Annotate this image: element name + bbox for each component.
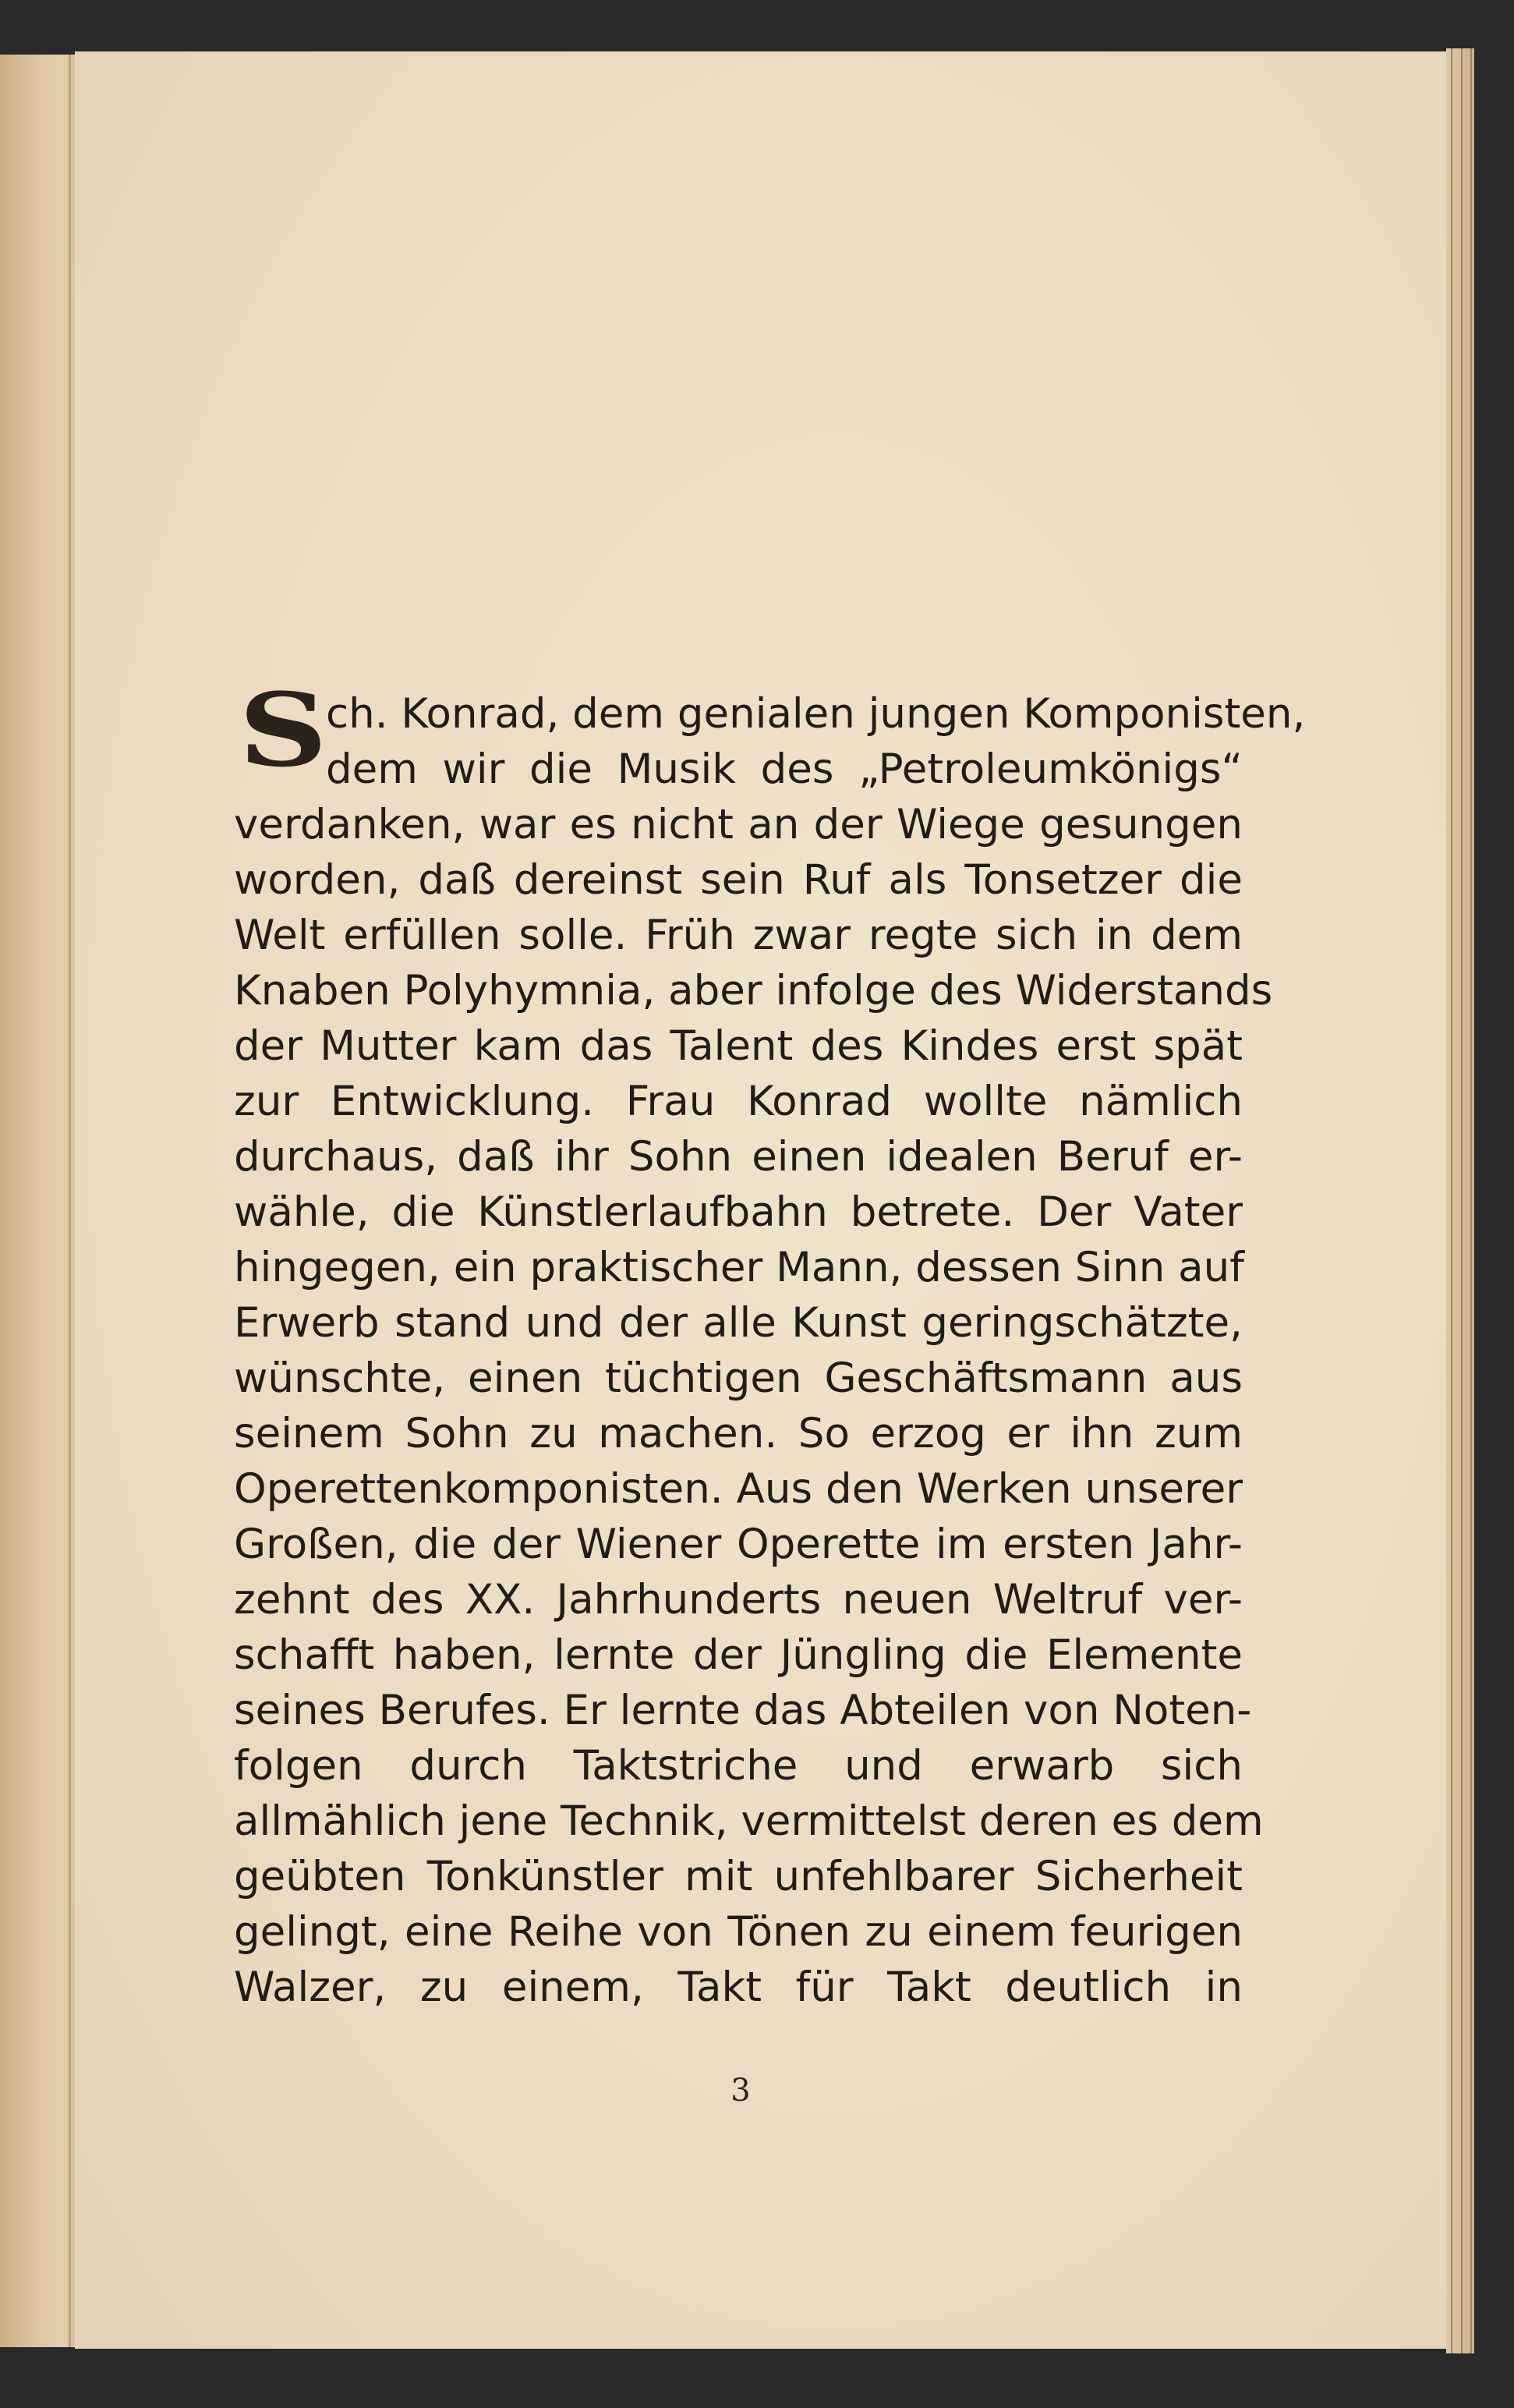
text-line: der Mutter kam das Talent des Kindes erst spät [234,1022,1243,1070]
text-line: worden, daß dereinst sein Ruf als Tonsetzer die [234,856,1243,904]
text-line: Operettenkomponisten. Aus den Werken unserer [234,1465,1243,1513]
text-line: durchaus, daß ihr Sohn einen idealen Beruf er- [234,1133,1243,1181]
text-line: zehnt des XX. Jahrhunderts neuen Weltruf ver- [234,1576,1243,1624]
facing-page-edge [0,55,75,2347]
text-line: Knaben Polyhymnia, aber infolge des Widerstands [234,967,1273,1015]
drop-cap-letter: S [239,671,328,790]
text-line: hingegen, ein praktischer Mann, dessen Sinn auf [234,1244,1244,1291]
page-stack-line [1451,48,1452,2353]
text-line: Walzer, zu einem, Takt für Takt deutlich in [234,1964,1243,2011]
text-line: geübten Tonkünstler mit unfehlbarer Sicherheit [234,1853,1243,1900]
text-line: allmählich jene Technik, vermittelst deren es dem [234,1797,1264,1845]
text-line: wähle, die Künstlerlaufbahn betrete. Der Vater [234,1188,1243,1236]
text-line: seines Berufes. Er lernte das Abteilen von Noten- [234,1687,1252,1734]
text-line: zur Entwicklung. Frau Konrad wollte nämlich [234,1078,1243,1125]
page-stack-line [1461,48,1463,2353]
page-stack-line [1470,48,1472,2353]
text-line: Großen, die der Wiener Operette im ersten Jahr- [234,1521,1243,1568]
text-line: schafft haben, lernte der Jüngling die Elemente [234,1631,1243,1679]
text-line: Erwerb stand und der alle Kunst geringschätzte, [234,1299,1243,1347]
text-line: folgen durch Taktstriche und erwarb sich [234,1742,1243,1790]
text-line: dem wir die Musik des „Petroleumkönigs“ [326,745,1243,793]
text-line: Welt erfüllen solle. Früh zwar regte sich in dem [234,912,1243,959]
text-line: seinem Sohn zu machen. So erzog er ihn zum [234,1410,1243,1457]
text-line: gelingt, eine Reihe von Tönen zu einem feurigen [234,1908,1243,1956]
text-line: verdanken, war es nicht an der Wiege gesungen [234,801,1243,848]
body-text [234,671,1306,2015]
text-line: wünschte, einen tüchtigen Geschäftsmann aus [234,1354,1243,1402]
text-line: ch. Konrad, dem genialen jungen Komponisten, [326,690,1306,738]
gutter-line [69,55,71,2347]
page-number: 3 [730,2073,751,2109]
